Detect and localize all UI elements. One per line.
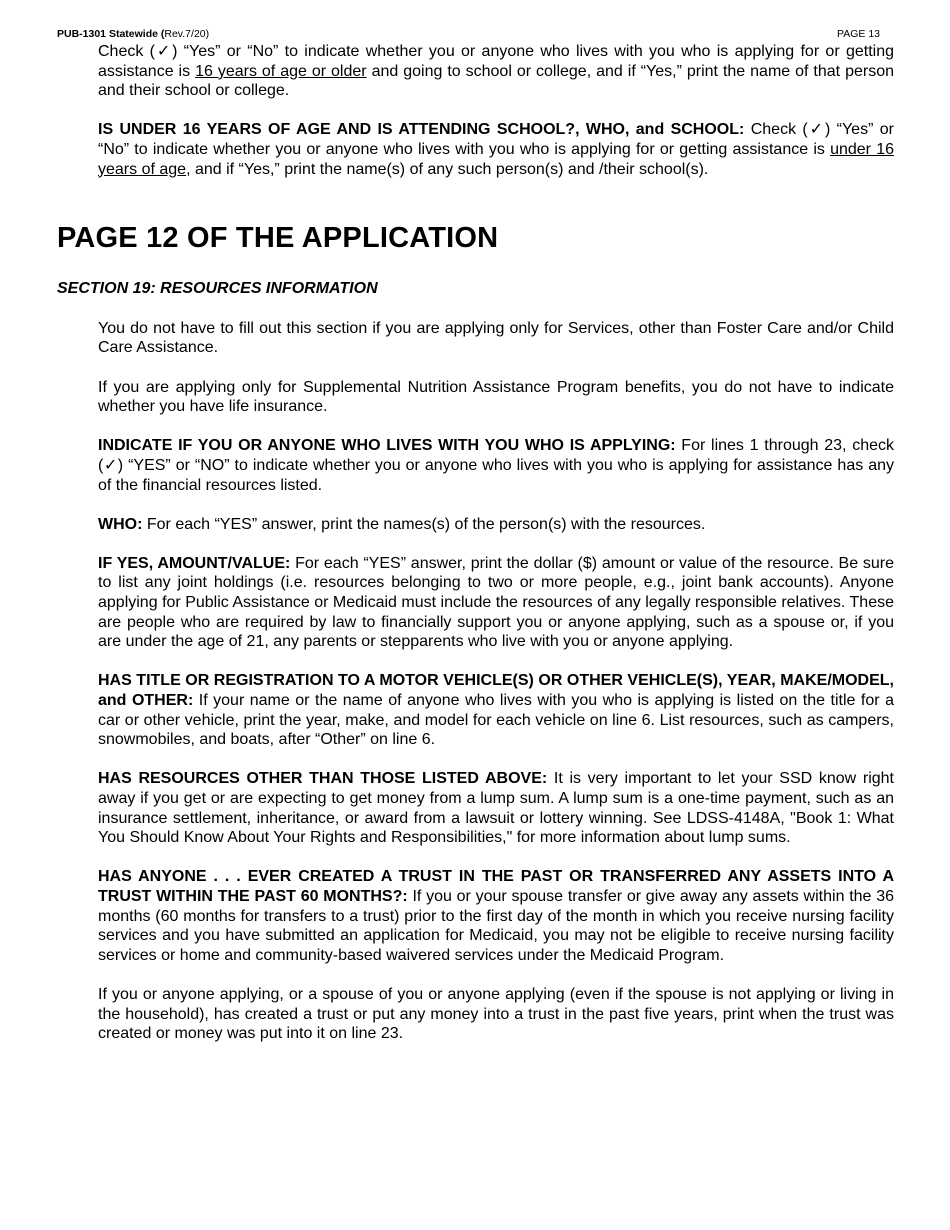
paragraph-under-16-school: IS UNDER 16 YEARS OF AGE AND IS ATTENDING SCHOOL?, WHO, and SCHOOL: Check (✓) “Yes” or “No” to indicate whether you or anyone who lives with you who is applying for or getting assistance is under 16 years of age, and if “Yes,” print the name(s) of any such person(s) and /their school(s). <box>98 121 894 178</box>
page-title: PAGE 12 OF THE APPLICATION <box>57 222 499 255</box>
paragraph-heading: INDICATE IF YOU OR ANYONE WHO LIVES WITH YOU WHO IS APPLYING: <box>98 437 676 455</box>
paragraph-other-resources: HAS RESOURCES OTHER THAN THOSE LISTED ABOVE: It is very important to let your SSD know right away if you get or are expecting to get money from a lump sum. A lump sum is a one-time payment, such as an insurance settlement, inheritance, or award from a lawsuit or lottery winning. See LDSS-4148A, "Book 1: What You Should Know About Your Rights and Responsibilities," for more information about lump sums. <box>98 770 894 847</box>
paragraph-amount-value: IF YES, AMOUNT/VALUE: For each “YES” answer, print the dollar ($) amount or value of the resource. Be sure to list any joint holdings (i.e. resources belonging to two or more people, e.g., joint bank accounts). Anyone applying for Public Assistance or Medicaid must include the resources of any legally responsible relatives. These are people who are required by law to financially support you or anyone applying, such as a spouse or, if you are under the age of 21, any parents or stepparents who live with you or anyone applying. <box>98 554 894 651</box>
page-header <box>57 28 880 41</box>
paragraph-heading: HAS RESOURCES OTHER THAN THOSE LISTED ABOVE: <box>98 770 548 788</box>
paragraph-who: WHO: For each “YES” answer, print the names(s) of the person(s) with the resources. <box>98 515 706 533</box>
paragraph-trust: HAS ANYONE . . . EVER CREATED A TRUST IN THE PAST OR TRANSFERRED ANY ASSETS INTO A TRUST WITHIN THE PAST 60 MONTHS?: If you or your spouse transfer or give away any assets within the 36 months (60 months for transfers to a trust) prior to the first day of the month in which you receive nursing facility services and you have submitted an application for Medicaid, you may not be eligible to receive nursing facility services or home and community-based waivered services under the Medicaid Program. <box>98 868 895 964</box>
paragraph-school-16-plus: Check (✓) “Yes” or “No” to indicate whether you or anyone who lives with you who is applying for or getting assistance is 16 years of age or older and going to school or college, and if “Yes,” print the name of that person and their school or college. <box>98 43 894 100</box>
paragraph-heading: HAS TITLE OR REGISTRATION TO A MOTOR VEHICLE(S) OR OTHER VEHICLE(S), YEAR, MAKE/MODEL, and OTHER: <box>98 672 894 710</box>
paragraph-services-only: You do not have to fill out this section if you are applying only for Services, other than Foster Care and/or Child Care Assistance. <box>98 319 894 357</box>
paragraph-heading: IS UNDER 16 YEARS OF AGE AND IS ATTENDING SCHOOL?, WHO, and SCHOOL: <box>98 121 745 139</box>
revision-date: Rev.7/20 <box>164 28 206 40</box>
paragraph-heading: IF YES, AMOUNT/VALUE: <box>98 554 291 572</box>
form-id: PUB-1301 Statewide (Rev.7/20) <box>57 28 210 40</box>
paragraph-indicate-if: INDICATE IF YOU OR ANYONE WHO LIVES WITH YOU WHO IS APPLYING: For lines 1 through 23, check (✓) “YES” or “NO” to indicate whether you or anyone who lives with you who is applying for assistance has any of the financial resources listed. <box>98 437 895 494</box>
paragraph-heading: HAS ANYONE . . . EVER CREATED A TRUST IN THE PAST OR TRANSFERRED ANY ASSETS INTO A TRUST WITHIN THE PAST 60 MONTHS?: <box>98 868 894 905</box>
page-number: PAGE 13 <box>837 28 880 40</box>
paragraph-motor-vehicle: HAS TITLE OR REGISTRATION TO A MOTOR VEHICLE(S) OR OTHER VEHICLE(S), YEAR, MAKE/MODEL, and OTHER: If your name or the name of anyone who lives with you who is applying is listed on the title for a car or other vehicle, print the year, make, and model for each vehicle on line 6. List resources, such as campers, snowmobiles, and boats, after “Other” on line 6. <box>98 672 894 749</box>
section-title: SECTION 19: RESOURCES INFORMATION <box>57 280 378 298</box>
document-body <box>57 42 895 1063</box>
paragraph-heading: WHO: <box>98 515 143 533</box>
paragraph-snap-only: If you are applying only for Supplemental Nutrition Assistance Program benefits, you do not have to indicate whether you have life insurance. <box>98 378 894 416</box>
paragraph-trust-five-years: If you or anyone applying, or a spouse of you or anyone applying (even if the spouse is not applying or living in the household), has created a trust or put any money into a trust in the past five years, print when the trust was created or money was put into it on line 23. <box>98 985 894 1043</box>
